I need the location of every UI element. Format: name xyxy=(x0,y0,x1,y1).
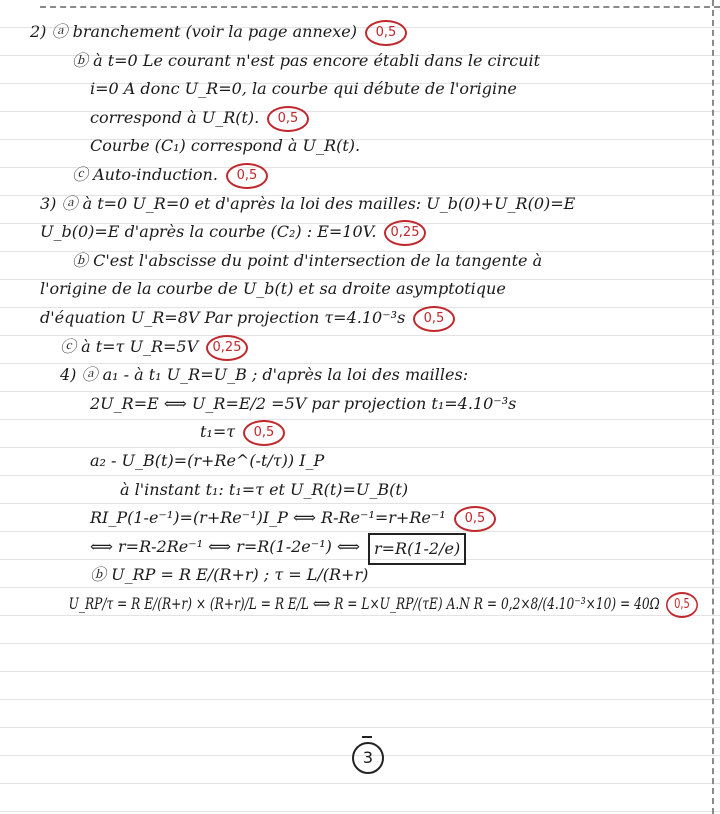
text-line xyxy=(0,104,700,133)
text-line xyxy=(0,333,700,362)
text-line xyxy=(0,304,700,333)
line-text: t₁=τ xyxy=(200,422,236,442)
text-line xyxy=(0,390,700,419)
text-line xyxy=(0,504,700,533)
text-line xyxy=(0,75,700,104)
line-text: U_RP/τ = R E/(R+r) × (R+r)/L = R E/L ⟺ R = L×U_RP/(τE) A.N R = 0,2×8/(4.10⁻³×10) = 40Ω xyxy=(68,593,660,613)
line-text: Courbe (C₁) correspond à U_R(t). xyxy=(90,136,361,156)
page-number-bar xyxy=(362,736,372,738)
grade-mark: 0,5 xyxy=(226,163,268,189)
line-text: 3) ⓐ à t=0 U_R=0 et d'après la loi des mailles: U_b(0)+U_R(0)=E xyxy=(40,193,576,213)
grade-mark: 0,5 xyxy=(267,106,309,132)
line-text: 4) ⓐ a₁ - à t₁ U_R=U_B ; d'après la loi des mailles: xyxy=(60,365,469,385)
text-line xyxy=(0,533,700,562)
text-line xyxy=(0,476,700,505)
page-number: 3 xyxy=(352,742,384,774)
text-line xyxy=(0,418,700,447)
right-margin-rule xyxy=(712,0,714,814)
text-line xyxy=(0,190,700,219)
grade-mark: 0,25 xyxy=(384,220,426,246)
line-text: U_b(0)=E d'après la courbe (C₂) : E=10V. xyxy=(40,222,377,242)
text-line xyxy=(0,218,700,247)
text-line xyxy=(0,361,700,390)
text-line xyxy=(0,247,700,276)
line-text: 2U_R=E ⟺ U_R=E/2 =5V par projection t₁=4.10⁻³s xyxy=(90,393,517,413)
grade-mark: 0,5 xyxy=(365,20,407,46)
line-text: a₂ - U_B(t)=(r+Re^(-t/τ)) I_P xyxy=(90,450,325,470)
line-text: ⓒ Auto-induction. xyxy=(72,164,218,184)
grade-mark: 0,5 xyxy=(454,506,496,532)
line-text: à l'instant t₁: t₁=τ et U_R(t)=U_B(t) xyxy=(120,479,409,499)
line-text: d'équation U_R=8V Par projection τ=4.10⁻³s xyxy=(40,307,406,327)
line-text: RI_P(1-e⁻¹)=(r+Re⁻¹)I_P ⟺ R-Re⁻¹=r+Re⁻¹ xyxy=(90,508,446,528)
text-line xyxy=(0,447,700,476)
text-line xyxy=(0,590,690,619)
grade-mark: 0,25 xyxy=(206,335,248,361)
text-line xyxy=(0,18,700,47)
grade-mark: 0,5 xyxy=(413,306,455,332)
line-text: 2) ⓐ branchement (voir la page annexe) xyxy=(30,22,357,41)
grade-mark: 0,5 xyxy=(666,592,698,618)
top-dashed-rule xyxy=(40,6,720,8)
text-line xyxy=(0,47,700,76)
text-line xyxy=(0,161,700,190)
line-text: ⓑ à t=0 Le courant n'est pas encore établi dans le circuit xyxy=(72,50,541,70)
line-text: ⓑ U_RP = R E/(R+r) ; τ = L/(R+r) xyxy=(90,565,369,585)
text-line xyxy=(0,132,700,161)
line-text: ⓑ C'est l'abscisse du point d'intersection de la tangente à xyxy=(72,250,543,270)
text-line xyxy=(0,275,700,304)
boxed-result: r=R(1-2/e) xyxy=(368,533,466,566)
grade-mark: 0,5 xyxy=(243,420,285,446)
line-text: ⟺ r=R-2Re⁻¹ ⟺ r=R(1-2e⁻¹) ⟺ xyxy=(90,536,360,556)
line-text: l'origine de la courbe de U_b(t) et sa droite asymptotique xyxy=(40,279,506,299)
line-text: correspond à U_R(t). xyxy=(90,107,260,127)
text-line xyxy=(0,561,700,590)
line-text: i=0 A donc U_R=0, la courbe qui débute de l'origine xyxy=(90,79,517,99)
handwritten-lines xyxy=(0,18,700,618)
line-text: ⓒ à t=τ U_R=5V xyxy=(60,336,199,356)
